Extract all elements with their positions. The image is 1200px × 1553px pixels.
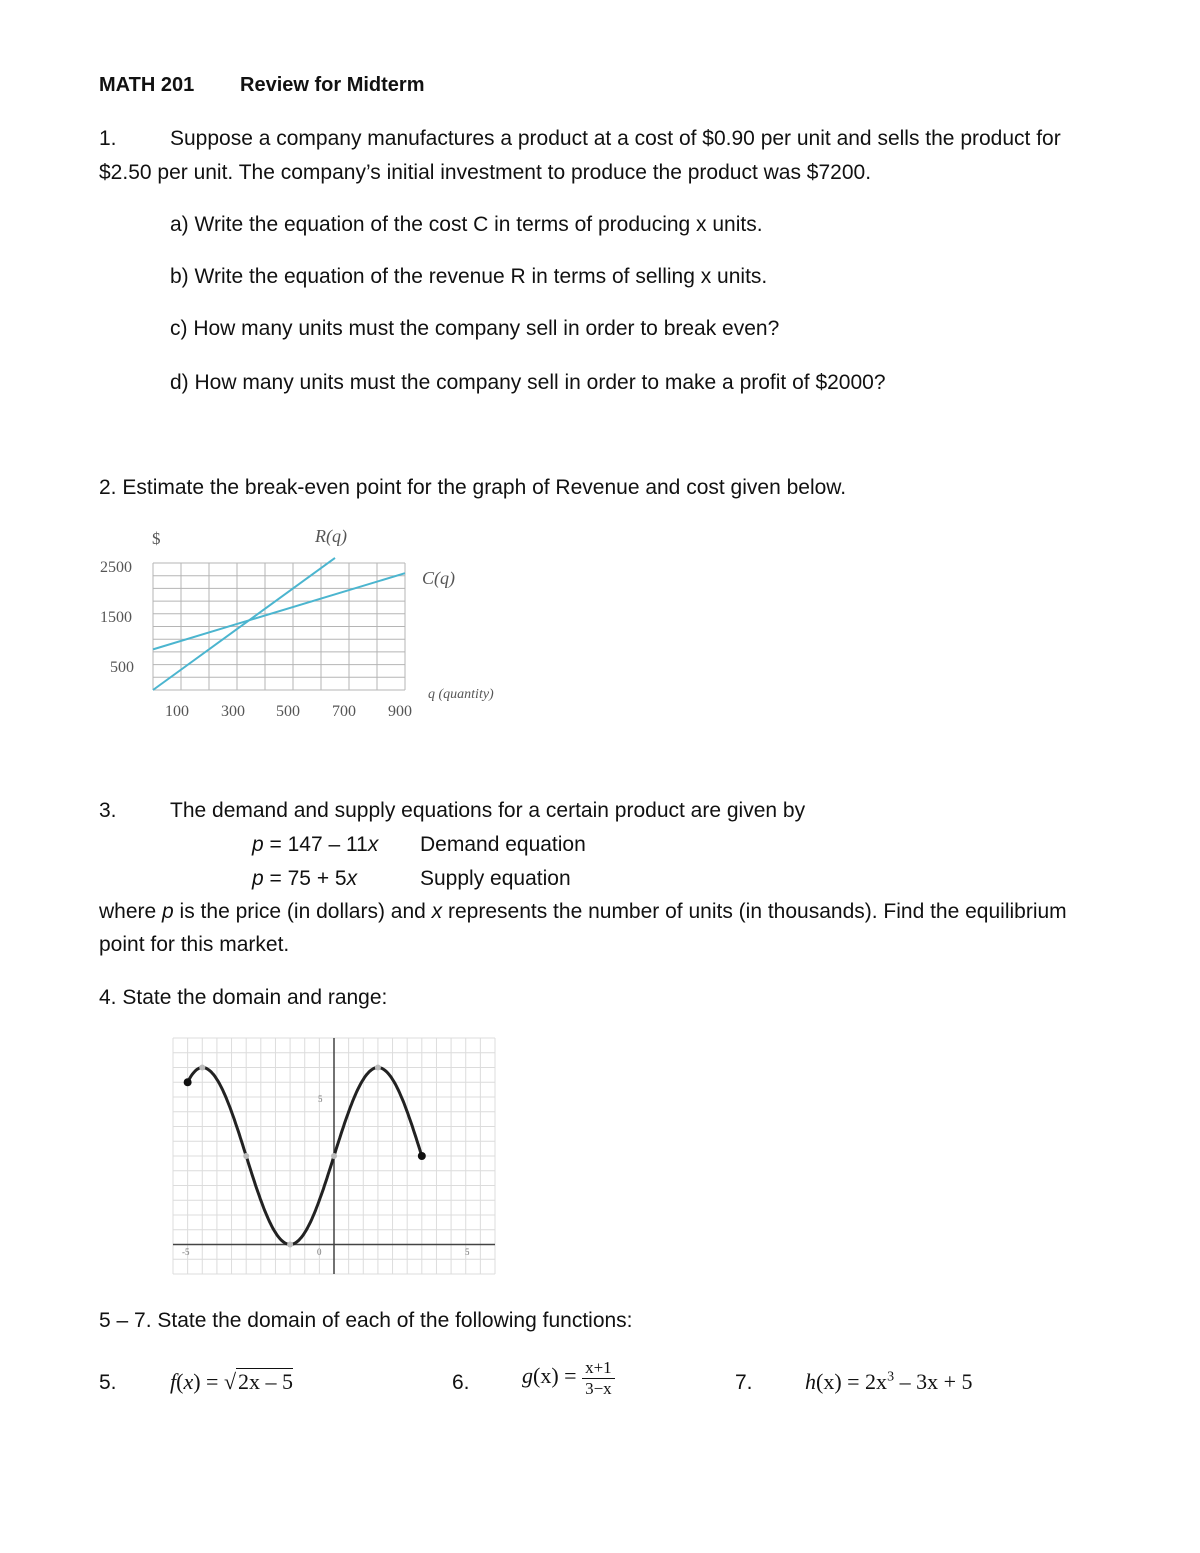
q3-number: 3. [99,799,117,822]
graph-x-tick-0: 0 [317,1247,322,1257]
q3-eq2-var: x [346,867,358,890]
q1-part-a: a) Write the equation of the cost C in terms of producing x units. [170,213,763,236]
q3-demand-eq [252,833,378,857]
curve-key-point [331,1153,337,1159]
q3-line1-a: where [99,900,163,923]
q3-line1-b: is the price (in dollars) and [173,900,432,923]
curve-key-point [243,1153,249,1159]
cost-line [153,573,405,649]
x-axis-label: q (quantity) [428,687,494,702]
curve-key-point [199,1065,205,1071]
q3-body-line1 [99,900,1067,924]
q7-function [805,1369,972,1395]
q3-supply-label: Supply equation [420,867,571,890]
curve-end-point [418,1152,426,1160]
x-tick-900: 900 [388,703,412,720]
curve-key-point [375,1065,381,1071]
q5-radicand: 2x – 5 [238,1369,294,1394]
q6-g-name: g [522,1363,533,1389]
q3-intro: The demand and supply equations for a certain product are given by [170,799,806,822]
revenue-ylabel: $ [152,529,161,548]
q5-function [170,1369,293,1395]
q57-header: 5 – 7. State the domain of each of the following functions: [99,1309,633,1332]
q3-supply-eq [252,867,357,891]
curve-key-point [287,1242,293,1248]
x-tick-100: 100 [165,703,189,720]
q5-f-mid: ) = √ [193,1369,237,1394]
revenue-series-label: R(q) [315,526,347,546]
graph-x-tick-5: 5 [465,1247,470,1257]
q6-fraction [582,1358,615,1398]
curve-start-point [184,1078,192,1086]
q5-f-name: f [170,1369,177,1394]
q1-part-d: d) How many units must the company sell in order to make a profit of $2000? [170,371,886,394]
y-tick-2500: 2500 [100,559,132,576]
q4-text: 4. State the domain and range: [99,986,388,1009]
q7-h-var: (x) = 2x [816,1369,888,1394]
q5-f-var: x [183,1369,194,1394]
q3-eq1-lhs: p [252,833,264,856]
q1-text-line1: Suppose a company manufactures a product at a cost of $0.90 per unit and sells the product for [170,127,1061,150]
q1-part-b: b) Write the equation of the revenue R in terms of selling x units. [170,265,768,288]
q3-eq1-var: x [367,833,379,856]
revenue-cost-chart [90,520,530,730]
q6-number: 6. [452,1371,470,1394]
page-title: Review for Midterm [240,74,425,96]
x-tick-300: 300 [221,703,245,720]
y-tick-1500: 1500 [100,609,132,626]
q6-denominator: 3−x [585,1378,612,1398]
q3-line1-x: x [431,900,443,923]
x-tick-700: 700 [332,703,356,720]
q3-body-line2: point for this market. [99,933,290,956]
q3-demand-label: Demand equation [420,833,586,856]
q6-function [522,1358,615,1398]
q7-h-rest: – 3x + 5 [894,1369,973,1394]
x-tick-500: 500 [276,703,300,720]
q3-line1-c: represents the number of units (in thousands). Find the equilibrium [442,900,1067,923]
graph-y-tick-5: 5 [318,1094,323,1104]
q3-eq2-lhs: p [252,867,264,890]
y-tick-500: 500 [110,659,134,676]
q3-eq2-rhs: = 75 + 5 [263,867,347,890]
q1-number: 1. [99,127,117,150]
cost-series-label: C(q) [422,568,455,588]
q7-h-name: h [805,1369,816,1394]
q1-text-line2: $2.50 per unit. The company’s initial investment to produce the product was $7200. [99,161,872,184]
q7-number: 7. [735,1371,753,1394]
q6-numerator: x+1 [582,1358,615,1379]
q5-f-open: ( [176,1369,184,1394]
q6-g-var: (x) = [533,1363,577,1389]
q2-text: 2. Estimate the break-even point for the graph of Revenue and cost given below. [99,476,847,499]
q1-part-c: c) How many units must the company sell in order to break even? [170,317,780,340]
course-code: MATH 201 [99,74,195,96]
q7-exponent: 3 [887,1369,895,1385]
q5-number: 5. [99,1371,117,1394]
domain-range-graph [165,1030,500,1282]
q3-line1-p: p [162,900,174,923]
graph-x-tick-neg5: -5 [182,1247,190,1257]
revenue-cost-grid [153,563,405,690]
revenue-line [153,558,335,690]
q3-eq1-rhs: = 147 – 11 [263,833,368,856]
